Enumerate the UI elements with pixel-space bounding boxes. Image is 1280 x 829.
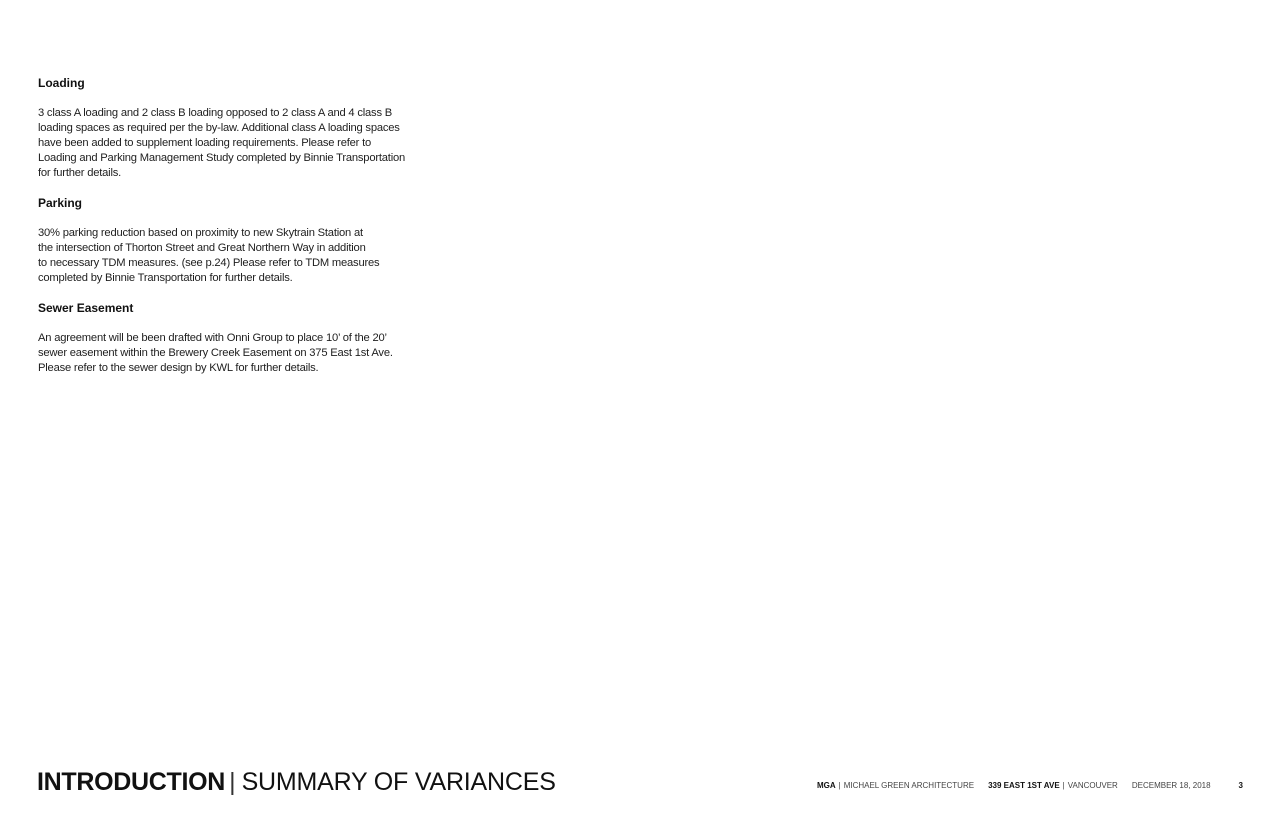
section-body-parking: 30% parking reduction based on proximity to new Skytrain Station at the intersection of Thorton Street and Great Northern Way in addition to necessary TDM measures. (see p.24) Please refer to TDM measures completed by Binnie Transportation for further details. [38, 227, 380, 284]
section-body-sewer-easement: An agreement will be been drafted with Onni Group to place 10’ of the 20’ sewer easement within the Brewery Creek Easement on 375 East 1st Ave. Please refer to the sewer design by KWL for further details. [38, 332, 393, 374]
section-heading-sewer-easement: Sewer Easement [38, 301, 134, 315]
section-sewer-easement [38, 301, 438, 376]
page-number: 3 [1238, 781, 1243, 790]
firm-name: MICHAEL GREEN ARCHITECTURE [843, 781, 975, 790]
project-city: VANCOUVER [1067, 781, 1118, 790]
section-heading-parking: Parking [38, 196, 83, 210]
section-parking [38, 196, 438, 286]
page-title-main: INTRODUCTION [37, 768, 226, 796]
section-heading-loading: Loading [38, 76, 85, 90]
document-date: DECEMBER 18, 2018 [1131, 781, 1211, 790]
project-address: 339 EAST 1ST AVE [988, 781, 1060, 790]
section-loading [38, 76, 438, 181]
section-body-loading: 3 class A loading and 2 class B loading opposed to 2 class A and 4 class B loading spaces as required per the by-law. Additional class A loading spaces have been added to supplement loading requirements. Please refer to Loading and Parking Management Study completed by Binnie Transportation for further details. [38, 107, 406, 179]
address-separator: | [1062, 781, 1065, 790]
page-title [37, 766, 556, 798]
page-title-sub: SUMMARY OF VARIANCES [241, 768, 556, 796]
page-footer-meta [817, 780, 1243, 792]
firm-separator: | [838, 781, 841, 790]
firm-abbreviation: MGA [816, 781, 836, 790]
document-body [38, 76, 438, 391]
page-title-separator: | [229, 768, 236, 796]
